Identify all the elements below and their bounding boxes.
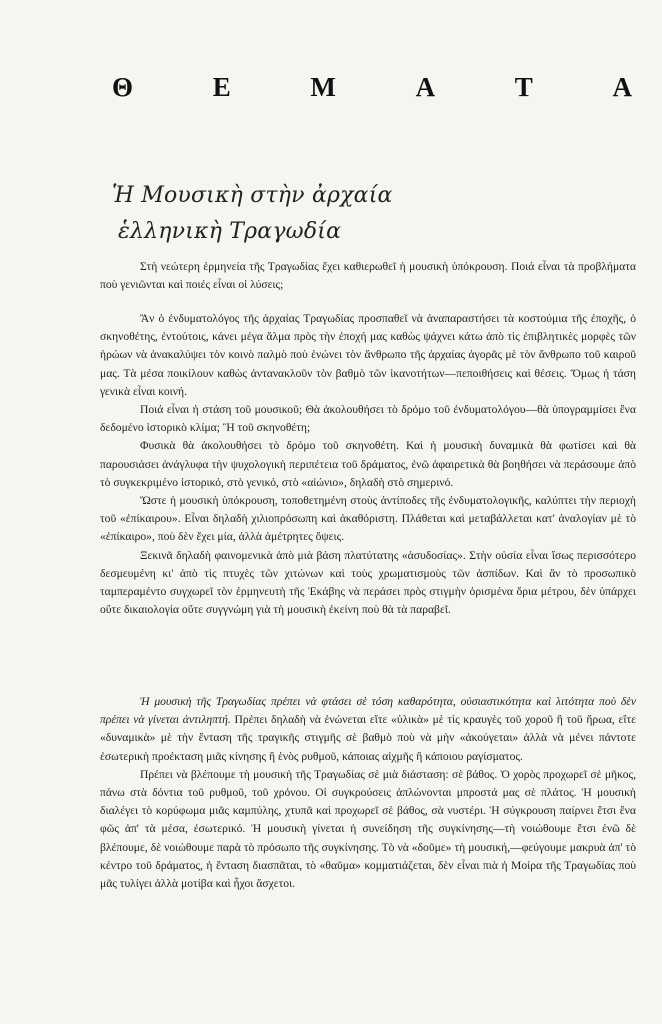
lede-italic: Ἡ μουσικὴ τῆς Τραγωδίας πρέπει νὰ φτάσει σὲ τόση καθαρότητα, οὐσιαστικότητα καὶ λιτότητα ποὺ δὲν πρέπει νὰ γίνεται ἀντιληπτή. <box>100 695 636 727</box>
body-section-2 <box>100 693 636 893</box>
heading-letter: Τ <box>514 72 533 102</box>
heading-letter: Α <box>415 72 436 102</box>
heading-letter: Α <box>612 72 632 102</box>
body-paragraph: Ξεκινᾶ δηλαδὴ φαινομενικὰ ἀπὸ μιὰ βάση πλατύτατης «ἀσυδοσίας». Στὴν οὐσία εἶναι ἴσως περισσότερο δεσμευμένη κι' ἀπὸ τὶς πτυχὲς τῶν χιτώνων καὶ τοὺς χρωματισμοὺς τῶν ἀσπίδων. Καὶ ἂν τὸ προσωπικὸ ταμπεραμέντο συγχωρεῖ τὸν ἑρμηνευτὴ τῆς Ἑκάβης νὰ περάσει πρὸς στιγμὴν ὁρισμένα ὅρια μέτρου, δὲν ὑπάρχει οὔτε δικαιολογία οὔτε συγγνώμη γιὰ τὴ μουσικὴ ἐκείνη ποὺ θὰ τὰ παραβεῖ. <box>100 548 636 617</box>
body-section-1 <box>100 310 636 619</box>
intro-paragraph-block <box>100 258 636 294</box>
intro-paragraph: Στὴ νεώτερη ἑρμηνεία τῆς Τραγωδίας ἔχει καθιερωθεῖ ἡ μουσικὴ ὑπόκρουση. Ποιά εἶναι τὰ προβλήματα ποὺ γενιῶνται καὶ ποιές εἶναι οἱ λύσεις; <box>100 260 636 292</box>
body-paragraph: Πρέπει νὰ βλέπουμε τὴ μουσικὴ τῆς Τραγωδίας σὲ μιὰ διάσταση: σὲ βάθος. Ὁ χορὸς προχωρεῖ σὲ μῆκος, πάνω στὰ δόντια τοῦ ρυθμοῦ, τοῦ χρόνου. Οἱ συγκρούσεις ἁπλώνονται μπροστά μας σὲ πλάτος. Ἡ μουσικὴ διαλέγει τὸ κορύφωμα μιᾶς καμπύλης, χτυπᾶ καὶ προχωρεῖ σὲ βάθος, σὰ νυστέρι. Ἡ σύγκρουση παίρνει ἔτσι ἕνα φῶς ἀπ' τὰ μέσα, ἐσωτερικό. Ἡ μουσικὴ γίνεται ἡ συνείδηση τῆς συγκίνησης—τὴ νοιώθουμε ἔτσι ἐνῶ δὲ βλέπουμε, δὲ νοιώθουμε παρὰ τὸ πρόσωπο τῆς συγκίνησης. Τὸ νὰ «δοῦμε» τὴ μουσική,—φεύγουμε μακρυὰ ἀπ' τὸ κέντρο τοῦ δράματος, ἡ ἔνταση διασπᾶται, τὸ «θαῦμα» κομματιάζεται, δὲν εἶναι πιὰ ἡ Μοίρα τῆς Τραγωδίας ποὺ μᾶς τυλίγει ἀλλὰ μοτίβα καὶ ἦχοι ἄσχετοι. <box>100 767 636 891</box>
article-title <box>112 178 393 250</box>
heading-letter: Ε <box>212 72 231 102</box>
article-title-line-2: ἑλληνικὴ Τραγωδία <box>118 219 342 244</box>
body-paragraph: Ποιά εἶναι ἡ στάση τοῦ μουσικοῦ; Θὰ ἀκολουθήσει τὸ δρόμο τοῦ ἐνδυματολόγου—θὰ ὑπογραμμίσει ἕνα δεδομένο ἱστορικὸ κλίμα; Ἢ τοῦ σκηνοθέτη; <box>100 403 636 435</box>
section-heading <box>112 72 632 103</box>
body-paragraph: Ἂν ὁ ἐνδυματολόγος τῆς ἀρχαίας Τραγωδίας προσπαθεῖ νὰ ἀναπαραστήσει τὰ κοστούμια τῆς ἐποχῆς, ὁ σκηνοθέτης, ἐντούτοις, κάνει μέγα ἅλμα πρὸς τὴν ἐποχή μας καθὼς ψάχνει κάτω ἀπὸ τὶς ἐπιβλητικὲς μορφὲς τῶν ἡρώων νὰ ἀνακαλύψει τὸν κοινὸ παλμὸ ποὺ ἑνώνει τὸν ἄνθρωπο τῆς ἀρχαίας ἀγορᾶς μὲ τὸν ἄνθρωπο τοῦ καιροῦ μας. Τὰ μέσα ποικίλουν καθὼς ἀντανακλοῦν τὸν βαθμὸ τῶν ἱκανοτήτων—πεποιθήσεις καὶ θέσεις. Ὅμως ἡ τάση γενικὰ εἶναι κοινή. <box>100 312 636 398</box>
lede-paragraph <box>100 693 636 766</box>
lede-rest: Πρέπει δηλαδὴ νὰ ἑνώνεται εἴτε «ὑλικὰ» μὲ τὶς κραυγὲς τοῦ χοροῦ ἢ τοῦ ἥρωα, εἴτε «δυναμικὰ» μὲ τὴν ἔνταση τῆς τραγικῆς στιγμῆς σὲ βαθμὸ ποὺ νὰ μὴν «ἀκούγεται» ἀλλὰ νὰ μένει πάντοτε ἐσωτερικὴ προέκταση μιᾶς κίνησης ἢ ἑνὸς ρυθμοῦ, κάποιας αἰχμῆς ἢ κάποιου ραγίσματος. <box>100 713 636 763</box>
heading-letter: Θ <box>112 72 134 102</box>
body-paragraph: Φυσικὰ θὰ ἀκολουθήσει τὸ δρόμο τοῦ σκηνοθέτη. Καὶ ἡ μουσικὴ δυναμικὰ θὰ φωτίσει καὶ θὰ παρουσιάσει ἀνάγλυφα τὴν ψυχολογικὴ περιπέτεια τοῦ δράματος, ἐνῶ ἀφαιρετικὰ θὰ βοηθήσει νὰ περάσουμε ἀπὸ τὸ συγκεκριμένο ἱστορικό, στὸ γενικό, στὸ «αἰώνιο», δηλαδὴ στὸ σημερινό. <box>100 439 636 489</box>
body-paragraph: Ὥστε ἡ μουσικὴ ὑπόκρουση, τοποθετημένη στοὺς ἀντίποδες τῆς ἐνδυματολογικῆς, καλύπτει τὴν περιοχὴ τοῦ «ἐπίκαιρου». Εἶναι δηλαδὴ χιλιοπρόσωπη καὶ ἀκαθόριστη. Πλάθεται καὶ μεταβάλλεται κατ' ἀναλογίαν μὲ τὸ «ἐπίκαιρο», ποὺ δὲν ἔχει μία, ἀλλὰ ἀμέτρητες ὄψεις. <box>100 494 636 544</box>
article-title-line-1: Ἡ Μουσικὴ στὴν ἀρχαία <box>112 183 393 208</box>
heading-letter: Μ <box>310 72 336 102</box>
